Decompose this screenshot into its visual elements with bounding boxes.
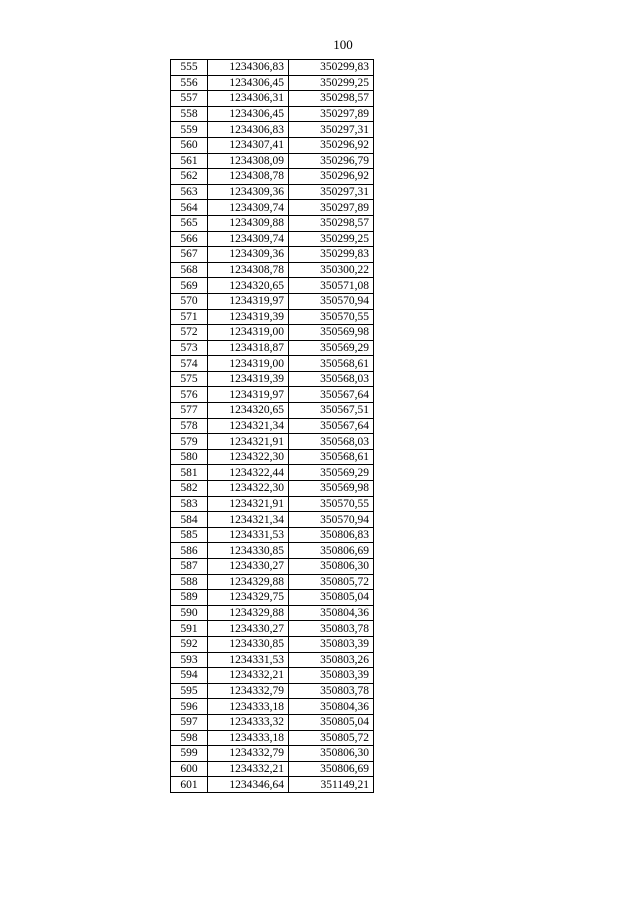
point-number-cell: 558 [171, 106, 208, 122]
y-coordinate-cell: 350568,61 [289, 356, 374, 372]
x-coordinate-cell: 1234306,31 [208, 91, 289, 107]
table-row [171, 262, 374, 278]
x-coordinate-cell: 1234321,34 [208, 418, 289, 434]
x-coordinate-cell: 1234309,74 [208, 231, 289, 247]
table-row [171, 512, 374, 528]
y-coordinate-cell: 350299,25 [289, 231, 374, 247]
x-coordinate-cell: 1234321,34 [208, 512, 289, 528]
y-coordinate-cell: 350806,83 [289, 527, 374, 543]
point-number-cell: 598 [171, 730, 208, 746]
x-coordinate-cell: 1234320,65 [208, 403, 289, 419]
table-row [171, 574, 374, 590]
point-number-cell: 574 [171, 356, 208, 372]
x-coordinate-cell: 1234330,85 [208, 543, 289, 559]
point-number-cell: 594 [171, 668, 208, 684]
y-coordinate-cell: 350297,31 [289, 184, 374, 200]
table-row [171, 278, 374, 294]
point-number-cell: 565 [171, 215, 208, 231]
point-number-cell: 586 [171, 543, 208, 559]
y-coordinate-cell: 350803,26 [289, 652, 374, 668]
point-number-cell: 562 [171, 169, 208, 185]
x-coordinate-cell: 1234331,53 [208, 527, 289, 543]
y-coordinate-cell: 350803,39 [289, 668, 374, 684]
x-coordinate-cell: 1234330,85 [208, 636, 289, 652]
point-number-cell: 582 [171, 481, 208, 497]
y-coordinate-cell: 350570,55 [289, 496, 374, 512]
y-coordinate-cell: 350803,78 [289, 621, 374, 637]
y-coordinate-cell: 350299,25 [289, 75, 374, 91]
table-row [171, 122, 374, 138]
table-row [171, 106, 374, 122]
point-number-cell: 567 [171, 247, 208, 263]
y-coordinate-cell: 350297,89 [289, 106, 374, 122]
y-coordinate-cell: 350567,64 [289, 418, 374, 434]
y-coordinate-cell: 350568,03 [289, 434, 374, 450]
point-number-cell: 588 [171, 574, 208, 590]
table-row [171, 60, 374, 76]
table-row [171, 730, 374, 746]
table-row [171, 231, 374, 247]
point-number-cell: 587 [171, 559, 208, 575]
point-number-cell: 575 [171, 371, 208, 387]
y-coordinate-cell: 350805,04 [289, 714, 374, 730]
table-row [171, 91, 374, 107]
x-coordinate-cell: 1234333,18 [208, 699, 289, 715]
table-row [171, 621, 374, 637]
y-coordinate-cell: 350570,55 [289, 309, 374, 325]
table-row [171, 481, 374, 497]
point-number-cell: 570 [171, 293, 208, 309]
x-coordinate-cell: 1234330,27 [208, 559, 289, 575]
y-coordinate-cell: 350568,03 [289, 371, 374, 387]
x-coordinate-cell: 1234309,74 [208, 200, 289, 216]
point-number-cell: 599 [171, 746, 208, 762]
table-row [171, 247, 374, 263]
y-coordinate-cell: 350300,22 [289, 262, 374, 278]
x-coordinate-cell: 1234308,78 [208, 262, 289, 278]
x-coordinate-cell: 1234322,44 [208, 465, 289, 481]
y-coordinate-cell: 350805,72 [289, 574, 374, 590]
table-row [171, 356, 374, 372]
y-coordinate-cell: 350571,08 [289, 278, 374, 294]
y-coordinate-cell: 350299,83 [289, 60, 374, 76]
table-row [171, 340, 374, 356]
x-coordinate-cell: 1234306,45 [208, 106, 289, 122]
table-row [171, 636, 374, 652]
y-coordinate-cell: 350805,04 [289, 590, 374, 606]
y-coordinate-cell: 350298,57 [289, 215, 374, 231]
x-coordinate-cell: 1234329,88 [208, 605, 289, 621]
point-number-cell: 560 [171, 137, 208, 153]
point-number-cell: 556 [171, 75, 208, 91]
x-coordinate-cell: 1234309,36 [208, 184, 289, 200]
x-coordinate-cell: 1234308,09 [208, 153, 289, 169]
table-row [171, 137, 374, 153]
point-number-cell: 580 [171, 449, 208, 465]
x-coordinate-cell: 1234320,65 [208, 278, 289, 294]
table-row [171, 325, 374, 341]
x-coordinate-cell: 1234319,00 [208, 356, 289, 372]
page-number: 100 [333, 37, 353, 52]
point-number-cell: 573 [171, 340, 208, 356]
x-coordinate-cell: 1234319,39 [208, 371, 289, 387]
x-coordinate-cell: 1234306,45 [208, 75, 289, 91]
x-coordinate-cell: 1234322,30 [208, 449, 289, 465]
y-coordinate-cell: 350803,39 [289, 636, 374, 652]
table-row [171, 559, 374, 575]
x-coordinate-cell: 1234332,79 [208, 683, 289, 699]
y-coordinate-cell: 350296,79 [289, 153, 374, 169]
point-number-cell: 559 [171, 122, 208, 138]
y-coordinate-cell: 350805,72 [289, 730, 374, 746]
y-coordinate-cell: 350804,36 [289, 699, 374, 715]
x-coordinate-cell: 1234309,36 [208, 247, 289, 263]
x-coordinate-cell: 1234321,91 [208, 496, 289, 512]
x-coordinate-cell: 1234329,75 [208, 590, 289, 606]
table-row [171, 746, 374, 762]
table-row [171, 403, 374, 419]
point-number-cell: 591 [171, 621, 208, 637]
point-number-cell: 571 [171, 309, 208, 325]
point-number-cell: 600 [171, 761, 208, 777]
y-coordinate-cell: 350569,29 [289, 340, 374, 356]
y-coordinate-cell: 350803,78 [289, 683, 374, 699]
table-row [171, 434, 374, 450]
y-coordinate-cell: 350806,69 [289, 761, 374, 777]
point-number-cell: 563 [171, 184, 208, 200]
point-number-cell: 566 [171, 231, 208, 247]
table-row [171, 590, 374, 606]
x-coordinate-cell: 1234309,88 [208, 215, 289, 231]
x-coordinate-cell: 1234307,41 [208, 137, 289, 153]
x-coordinate-cell: 1234329,88 [208, 574, 289, 590]
point-number-cell: 557 [171, 91, 208, 107]
point-number-cell: 593 [171, 652, 208, 668]
table-row [171, 75, 374, 91]
table-row [171, 699, 374, 715]
table-row [171, 543, 374, 559]
point-number-cell: 555 [171, 60, 208, 76]
x-coordinate-cell: 1234321,91 [208, 434, 289, 450]
y-coordinate-cell: 350299,83 [289, 247, 374, 263]
y-coordinate-cell: 350569,98 [289, 325, 374, 341]
y-coordinate-cell: 350570,94 [289, 512, 374, 528]
y-coordinate-cell: 350567,51 [289, 403, 374, 419]
table-row [171, 371, 374, 387]
x-coordinate-cell: 1234306,83 [208, 122, 289, 138]
point-number-cell: 584 [171, 512, 208, 528]
x-coordinate-cell: 1234333,18 [208, 730, 289, 746]
y-coordinate-cell: 350806,69 [289, 543, 374, 559]
table-row [171, 683, 374, 699]
point-number-cell: 581 [171, 465, 208, 481]
point-number-cell: 568 [171, 262, 208, 278]
y-coordinate-cell: 350296,92 [289, 137, 374, 153]
table-row [171, 714, 374, 730]
table-row [171, 200, 374, 216]
y-coordinate-cell: 350806,30 [289, 746, 374, 762]
table-row [171, 215, 374, 231]
table-row [171, 184, 374, 200]
point-number-cell: 572 [171, 325, 208, 341]
coordinates-table-body [171, 60, 374, 793]
y-coordinate-cell: 350298,57 [289, 91, 374, 107]
point-number-cell: 601 [171, 777, 208, 793]
table-row [171, 605, 374, 621]
y-coordinate-cell: 350296,92 [289, 169, 374, 185]
x-coordinate-cell: 1234331,53 [208, 652, 289, 668]
table-row [171, 465, 374, 481]
table-row [171, 293, 374, 309]
point-number-cell: 596 [171, 699, 208, 715]
y-coordinate-cell: 350569,29 [289, 465, 374, 481]
x-coordinate-cell: 1234308,78 [208, 169, 289, 185]
point-number-cell: 595 [171, 683, 208, 699]
x-coordinate-cell: 1234319,39 [208, 309, 289, 325]
y-coordinate-cell: 350569,98 [289, 481, 374, 497]
table-row [171, 777, 374, 793]
y-coordinate-cell: 350570,94 [289, 293, 374, 309]
table-row [171, 652, 374, 668]
y-coordinate-cell: 350297,31 [289, 122, 374, 138]
x-coordinate-cell: 1234319,97 [208, 293, 289, 309]
y-coordinate-cell: 350804,36 [289, 605, 374, 621]
point-number-cell: 583 [171, 496, 208, 512]
point-number-cell: 579 [171, 434, 208, 450]
table-row [171, 418, 374, 434]
point-number-cell: 590 [171, 605, 208, 621]
y-coordinate-cell: 350297,89 [289, 200, 374, 216]
y-coordinate-cell: 350568,61 [289, 449, 374, 465]
point-number-cell: 577 [171, 403, 208, 419]
x-coordinate-cell: 1234332,21 [208, 761, 289, 777]
table-row [171, 309, 374, 325]
x-coordinate-cell: 1234319,00 [208, 325, 289, 341]
x-coordinate-cell: 1234330,27 [208, 621, 289, 637]
y-coordinate-cell: 351149,21 [289, 777, 374, 793]
point-number-cell: 569 [171, 278, 208, 294]
table-row [171, 387, 374, 403]
x-coordinate-cell: 1234306,83 [208, 60, 289, 76]
x-coordinate-cell: 1234333,32 [208, 714, 289, 730]
coordinates-table [170, 59, 374, 793]
table-row [171, 761, 374, 777]
table-row [171, 449, 374, 465]
point-number-cell: 578 [171, 418, 208, 434]
point-number-cell: 589 [171, 590, 208, 606]
x-coordinate-cell: 1234332,79 [208, 746, 289, 762]
x-coordinate-cell: 1234322,30 [208, 481, 289, 497]
y-coordinate-cell: 350567,64 [289, 387, 374, 403]
x-coordinate-cell: 1234319,97 [208, 387, 289, 403]
table-row [171, 153, 374, 169]
point-number-cell: 564 [171, 200, 208, 216]
point-number-cell: 585 [171, 527, 208, 543]
point-number-cell: 597 [171, 714, 208, 730]
y-coordinate-cell: 350806,30 [289, 559, 374, 575]
table-row [171, 668, 374, 684]
x-coordinate-cell: 1234318,87 [208, 340, 289, 356]
point-number-cell: 561 [171, 153, 208, 169]
point-number-cell: 576 [171, 387, 208, 403]
x-coordinate-cell: 1234332,21 [208, 668, 289, 684]
point-number-cell: 592 [171, 636, 208, 652]
table-row [171, 527, 374, 543]
x-coordinate-cell: 1234346,64 [208, 777, 289, 793]
table-row [171, 496, 374, 512]
table-row [171, 169, 374, 185]
